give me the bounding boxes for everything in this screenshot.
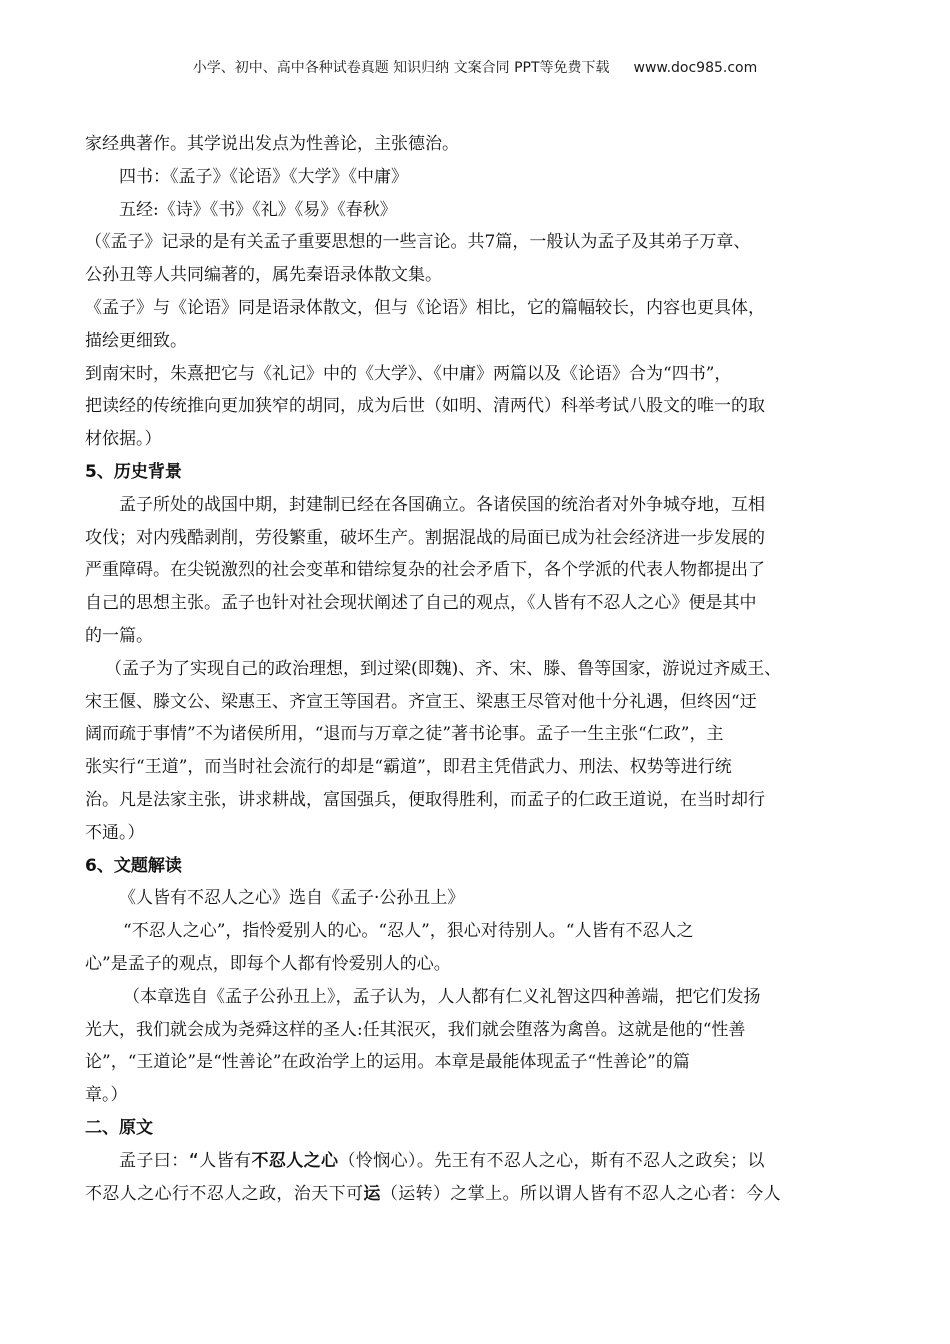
original-text: （怜悯心）。先王有不忍人之心，斯有不忍人之政矣；以: [338, 1150, 765, 1171]
text-line: 张实行“王道”，而当时社会流行的却是“霸道”，即君主凭借武力、刑法、权势等进行统: [85, 757, 732, 778]
header-text: 小学、初中、高中各种试卷真题 知识归纳 文案合同 PPT等免费下载: [192, 60, 610, 76]
text-line: 《人皆有不忍人之心》选自《孟子·公孙丑上》: [119, 888, 465, 909]
original-text: 孟子曰：“人皆有: [119, 1150, 252, 1171]
original-text: 不忍人之心行不忍人之政，治天下可: [85, 1183, 364, 1204]
text-line: 自己的思想主张。孟子也针对社会现状阐述了自己的观点，《人皆有不忍人之心》便是其中: [85, 593, 757, 614]
text-line: 阔而疏于事情”不为诸侯所用，“退而与万章之徒”著书论事。孟子一生主张“仁政”，主: [85, 724, 724, 745]
text-line: 宋王偃、滕文公、梁惠王、齐宣王等国君。齐宣王、梁惠王尽管对他十分礼遇，但终因“迂: [85, 691, 757, 712]
text-line: 把读经的传统推向更加狭窄的胡同，成为后世（如明、清两代）科举考试八股文的唯一的取: [85, 396, 765, 417]
original-text-emphasis: 不忍人之心: [251, 1150, 339, 1171]
original-text-emphasis: 运: [363, 1183, 381, 1204]
text-line: 光大，我们就会成为尧舜这样的圣人:任其泯灭，我们就会堕落为禽兽。这就是他的“性善: [85, 1019, 746, 1040]
text-line: 严重障碍。在尖锐激烈的社会变革和错综复杂的社会矛盾下，各个学派的代表人物都提出了: [85, 560, 765, 581]
text-line: 《孟子》与《论语》同是语录体散文，但与《论语》相比，它的篇幅较长，内容也更具体，: [85, 297, 765, 318]
text-line: 四书：《孟子》《论语》《大学》《中庸》: [119, 166, 408, 187]
original-text: （运转）之掌上。所以谓人皆有不忍人之心者：今人: [380, 1183, 782, 1204]
text-line: 孟子所处的战国中期，封建制已经在各国确立。各诸侯国的统治者对外争城夺地，互相: [119, 494, 765, 515]
text-line: 描绘更细致。: [85, 330, 187, 351]
text-line: 材依据。）: [85, 429, 162, 450]
section-heading-history: 5、历史背景: [85, 461, 182, 482]
text-line: “不忍人之心”，指怜爱别人的心。“忍人”，狠心对待别人。“人皆有不忍人之: [123, 921, 694, 942]
text-line: （本章选自《孟子公孙丑上》，孟子认为，人人都有仁义礼智这四种善端，把它们发扬: [123, 986, 761, 1007]
text-line: 心”是孟子的观点，即每个人都有怜爱别人的心。: [85, 953, 451, 974]
text-line: 五经:《诗》《书》《礼》《易》《春秋》: [119, 199, 397, 220]
text-line: （《孟子》记录的是有关孟子重要思想的一些言论。共7篇，一般认为孟子及其弟子万章、: [85, 232, 751, 253]
text-line: 攻伐；对内残酷剥削，劳役繁重，破坏生产。割据混战的局面已成为社会经济进一步发展的: [85, 527, 765, 548]
original-text-line: [85, 1145, 860, 1178]
text-line: 公孙丑等人共同编著的，属先秦语录体散文集。: [85, 265, 442, 286]
document-body: [85, 128, 860, 1210]
section-heading-title-reading: 6、文题解读: [85, 855, 182, 876]
original-text-line: [85, 1178, 860, 1211]
text-line: （孟子为了实现自己的政治理想，到过梁(即魏)、齐、宋、滕、鲁等国家，游说过齐威王、: [105, 658, 782, 679]
text-line: 到南宋时，朱熹把它与《礼记》中的《大学》、《中庸》两篇以及《论语》合为“四书”，: [85, 363, 732, 384]
text-line: 不通。）: [85, 822, 145, 843]
text-line: 家经典著作。其学说出发点为性善论，主张德治。: [85, 134, 459, 154]
text-line: 的一篇。: [85, 625, 153, 646]
text-line: 治。凡是法家主张，讲求耕战，富国强兵，便取得胜利，而孟子的仁政王道说，在当时却行: [85, 789, 765, 810]
section-heading-original-text: 二、原文: [85, 1117, 153, 1138]
header-site-link[interactable]: www.doc985.com: [633, 60, 758, 76]
page-header: [0, 57, 950, 77]
text-line: 章。）: [85, 1085, 128, 1106]
text-line: 论”，“王道论”是“性善论”在政治学上的运用。本章是最能体现孟子“性善论”的篇: [85, 1052, 690, 1073]
